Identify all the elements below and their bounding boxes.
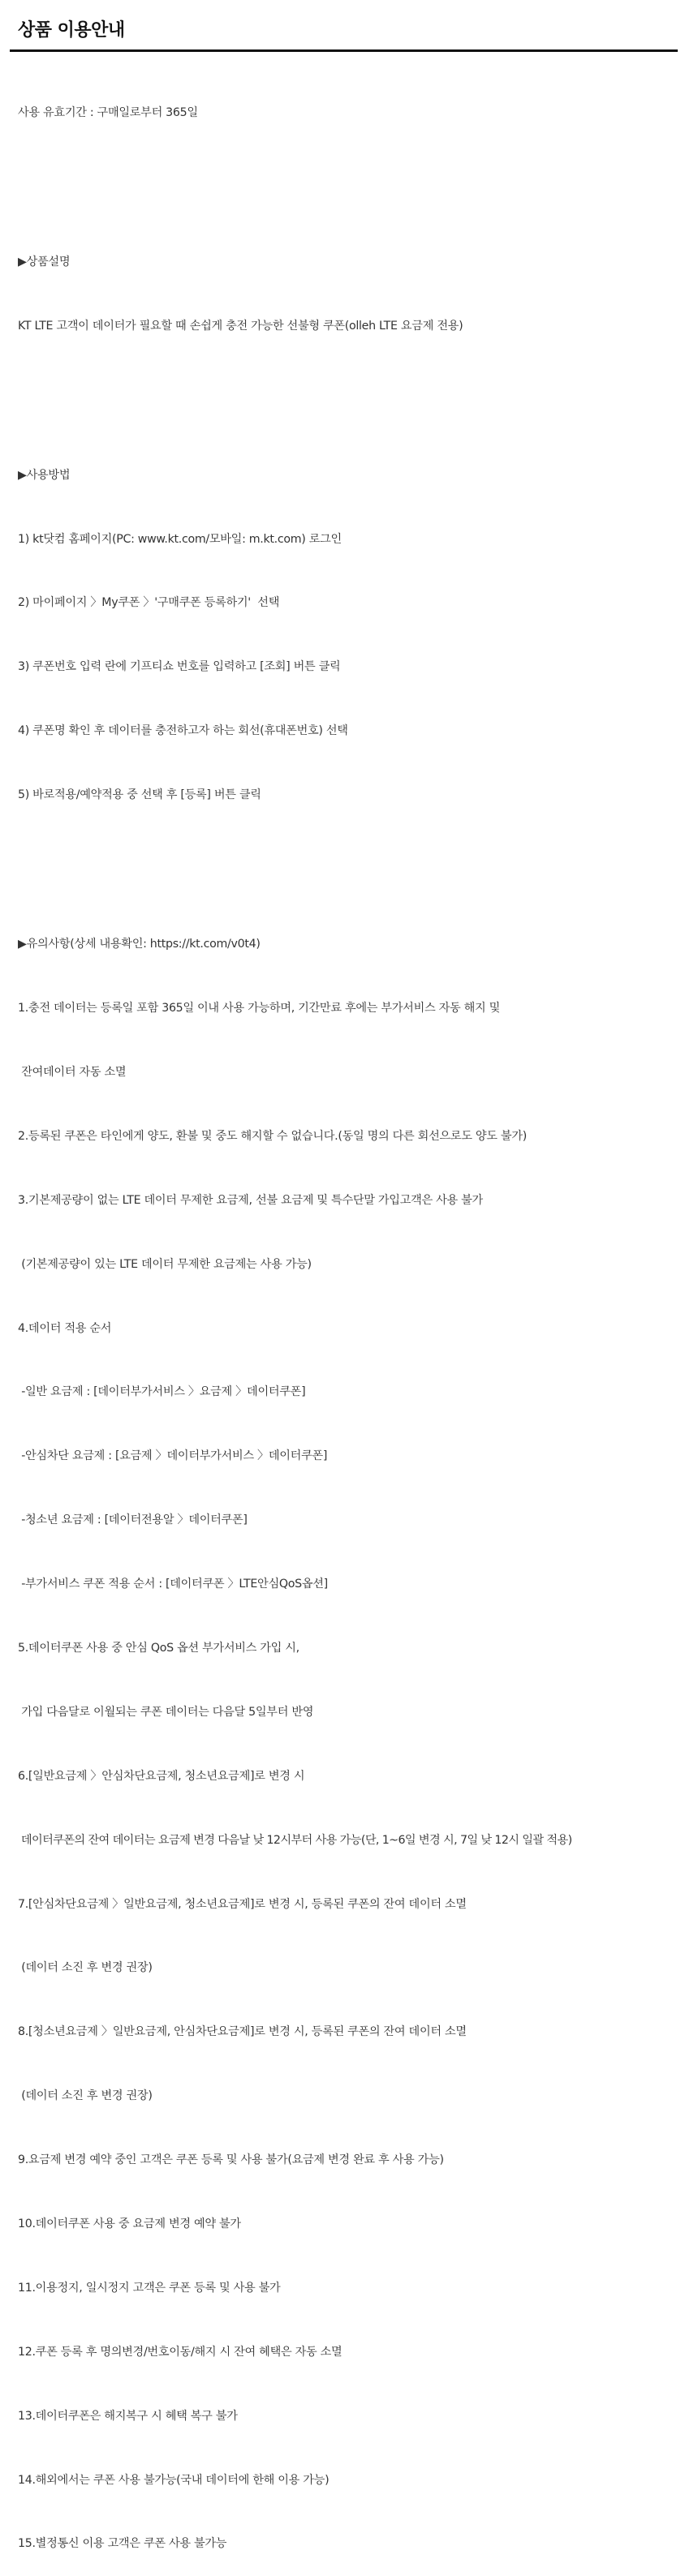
notice-line: -청소년 요금제 : [데이터전용알 〉데이터쿠폰] [18, 1513, 248, 1527]
notice-line: 데이터쿠폰의 잔여 데이터는 요금제 변경 다음날 낮 12시부터 사용 가능(단, 1~6일 변경 시, 7일 낮 12시 일괄 적용) [18, 1833, 572, 1847]
notice-line: 1.충전 데이터는 등록일 포함 365일 이내 사용 가능하며, 기간만료 후에는 부가서비스 자동 해지 및 [18, 1002, 501, 1015]
validity-period: 사용 유효기간 : 구매일로부터 365일 [18, 105, 198, 119]
usage-step: 2) 마이페이지 〉My쿠폰 〉'구매쿠폰 등록하기' 선택 [18, 596, 280, 610]
notice-line: 2.등록된 쿠폰은 타인에게 양도, 환불 및 중도 해지할 수 없습니다.(동일 명의 다른 회선으로도 양도 불가) [18, 1129, 527, 1143]
blank-line [18, 165, 696, 187]
notice-line: 15.별정통신 이용 고객은 쿠폰 사용 불가능 [18, 2537, 227, 2551]
product-info-content [18, 59, 696, 2576]
description-text: KT LTE 고객이 데이터가 필요할 때 손쉽게 충전 가능한 선불형 쿠폰(olleh LTE 요금제 전용) [18, 319, 463, 333]
notice-line: -안심차단 요금제 : [요금제 〉데이터부가서비스 〉데이터쿠폰] [18, 1449, 328, 1463]
notice-line: -부가서비스 쿠폰 적용 순서 : [데이터쿠폰 〉LTE안심QoS옵션] [18, 1578, 328, 1591]
notice-line: 12.쿠폰 등록 후 명의변경/번호이동/해지 시 잔여 혜택은 자동 소멸 [18, 2345, 343, 2359]
notice-line: 8.[청소년요금제 〉일반요금제, 안심차단요금제]로 변경 시, 등록된 쿠폰의 잔여 데이터 소멸 [18, 2025, 467, 2039]
notice-line: 11.이용정지, 일시정지 고객은 쿠폰 등록 및 사용 불가 [18, 2281, 281, 2295]
notice-line: (기본제공량이 있는 LTE 데이터 무제한 요금제는 사용 가능) [18, 1257, 312, 1271]
notice-line: 3.기본제공량이 없는 LTE 데이터 무제한 요금제, 선불 요금제 및 특수단말 가입고객은 사용 불가 [18, 1193, 483, 1207]
notice-line: 14.해외에서는 쿠폰 사용 불가능(국내 데이터에 한해 이용 가능) [18, 2473, 330, 2487]
notice-line: 9.요금제 변경 예약 중인 고객은 쿠폰 등록 및 사용 불가(요금제 변경 완료 후 사용 가능) [18, 2153, 444, 2167]
notice-line: 10.데이터쿠폰 사용 중 요금제 변경 예약 불가 [18, 2217, 241, 2230]
usage-step: 5) 바로적용/예약적용 중 선택 후 [등록] 버튼 클릭 [18, 788, 261, 802]
notice-heading: ▶유의사항(상세 내용확인: https://kt.com/v0t4) [18, 938, 261, 951]
usage-step: 4) 쿠폰명 확인 후 데이터를 충전하고자 하는 회선(휴대폰번호) 선택 [18, 724, 348, 738]
notice-line: 13.데이터쿠폰은 해지복구 시 혜택 복구 불가 [18, 2409, 238, 2423]
title-divider [10, 49, 678, 52]
page-title: 상품 이용안내 [18, 20, 125, 41]
notice-line: 잔여데이터 자동 소멸 [18, 1065, 127, 1079]
usage-step: 1) kt닷컴 홈페이지(PC: www.kt.com/모바일: m.kt.com) 로그인 [18, 532, 342, 546]
notice-line: (데이터 소진 후 변경 권장) [18, 2089, 153, 2103]
notice-line: -일반 요금제 : [데이터부가서비스 〉요금제 〉데이터쿠폰] [18, 1385, 306, 1399]
notice-line: 가입 다음달로 이월되는 쿠폰 데이터는 다음달 5일부터 반영 [18, 1705, 314, 1719]
usage-step: 3) 쿠폰번호 입력 란에 기프티쇼 번호를 입력하고 [조회] 버튼 클릭 [18, 660, 341, 674]
notice-line: 7.[안심차단요금제 〉일반요금제, 청소년요금제]로 변경 시, 등록된 쿠폰의 잔여 데이터 소멸 [18, 1897, 467, 1911]
notice-line: 4.데이터 적용 순서 [18, 1321, 112, 1335]
notice-line: (데이터 소진 후 변경 권장) [18, 1961, 153, 1975]
blank-line [18, 379, 696, 400]
usage-heading: ▶사용방법 [18, 468, 71, 482]
blank-line [18, 848, 696, 869]
notice-line: 5.데이터쿠폰 사용 중 안심 QoS 옵션 부가서비스 가입 시, [18, 1641, 299, 1655]
notice-line: 6.[일반요금제 〉안심차단요금제, 청소년요금제]로 변경 시 [18, 1769, 305, 1783]
description-heading: ▶상품설명 [18, 255, 71, 268]
